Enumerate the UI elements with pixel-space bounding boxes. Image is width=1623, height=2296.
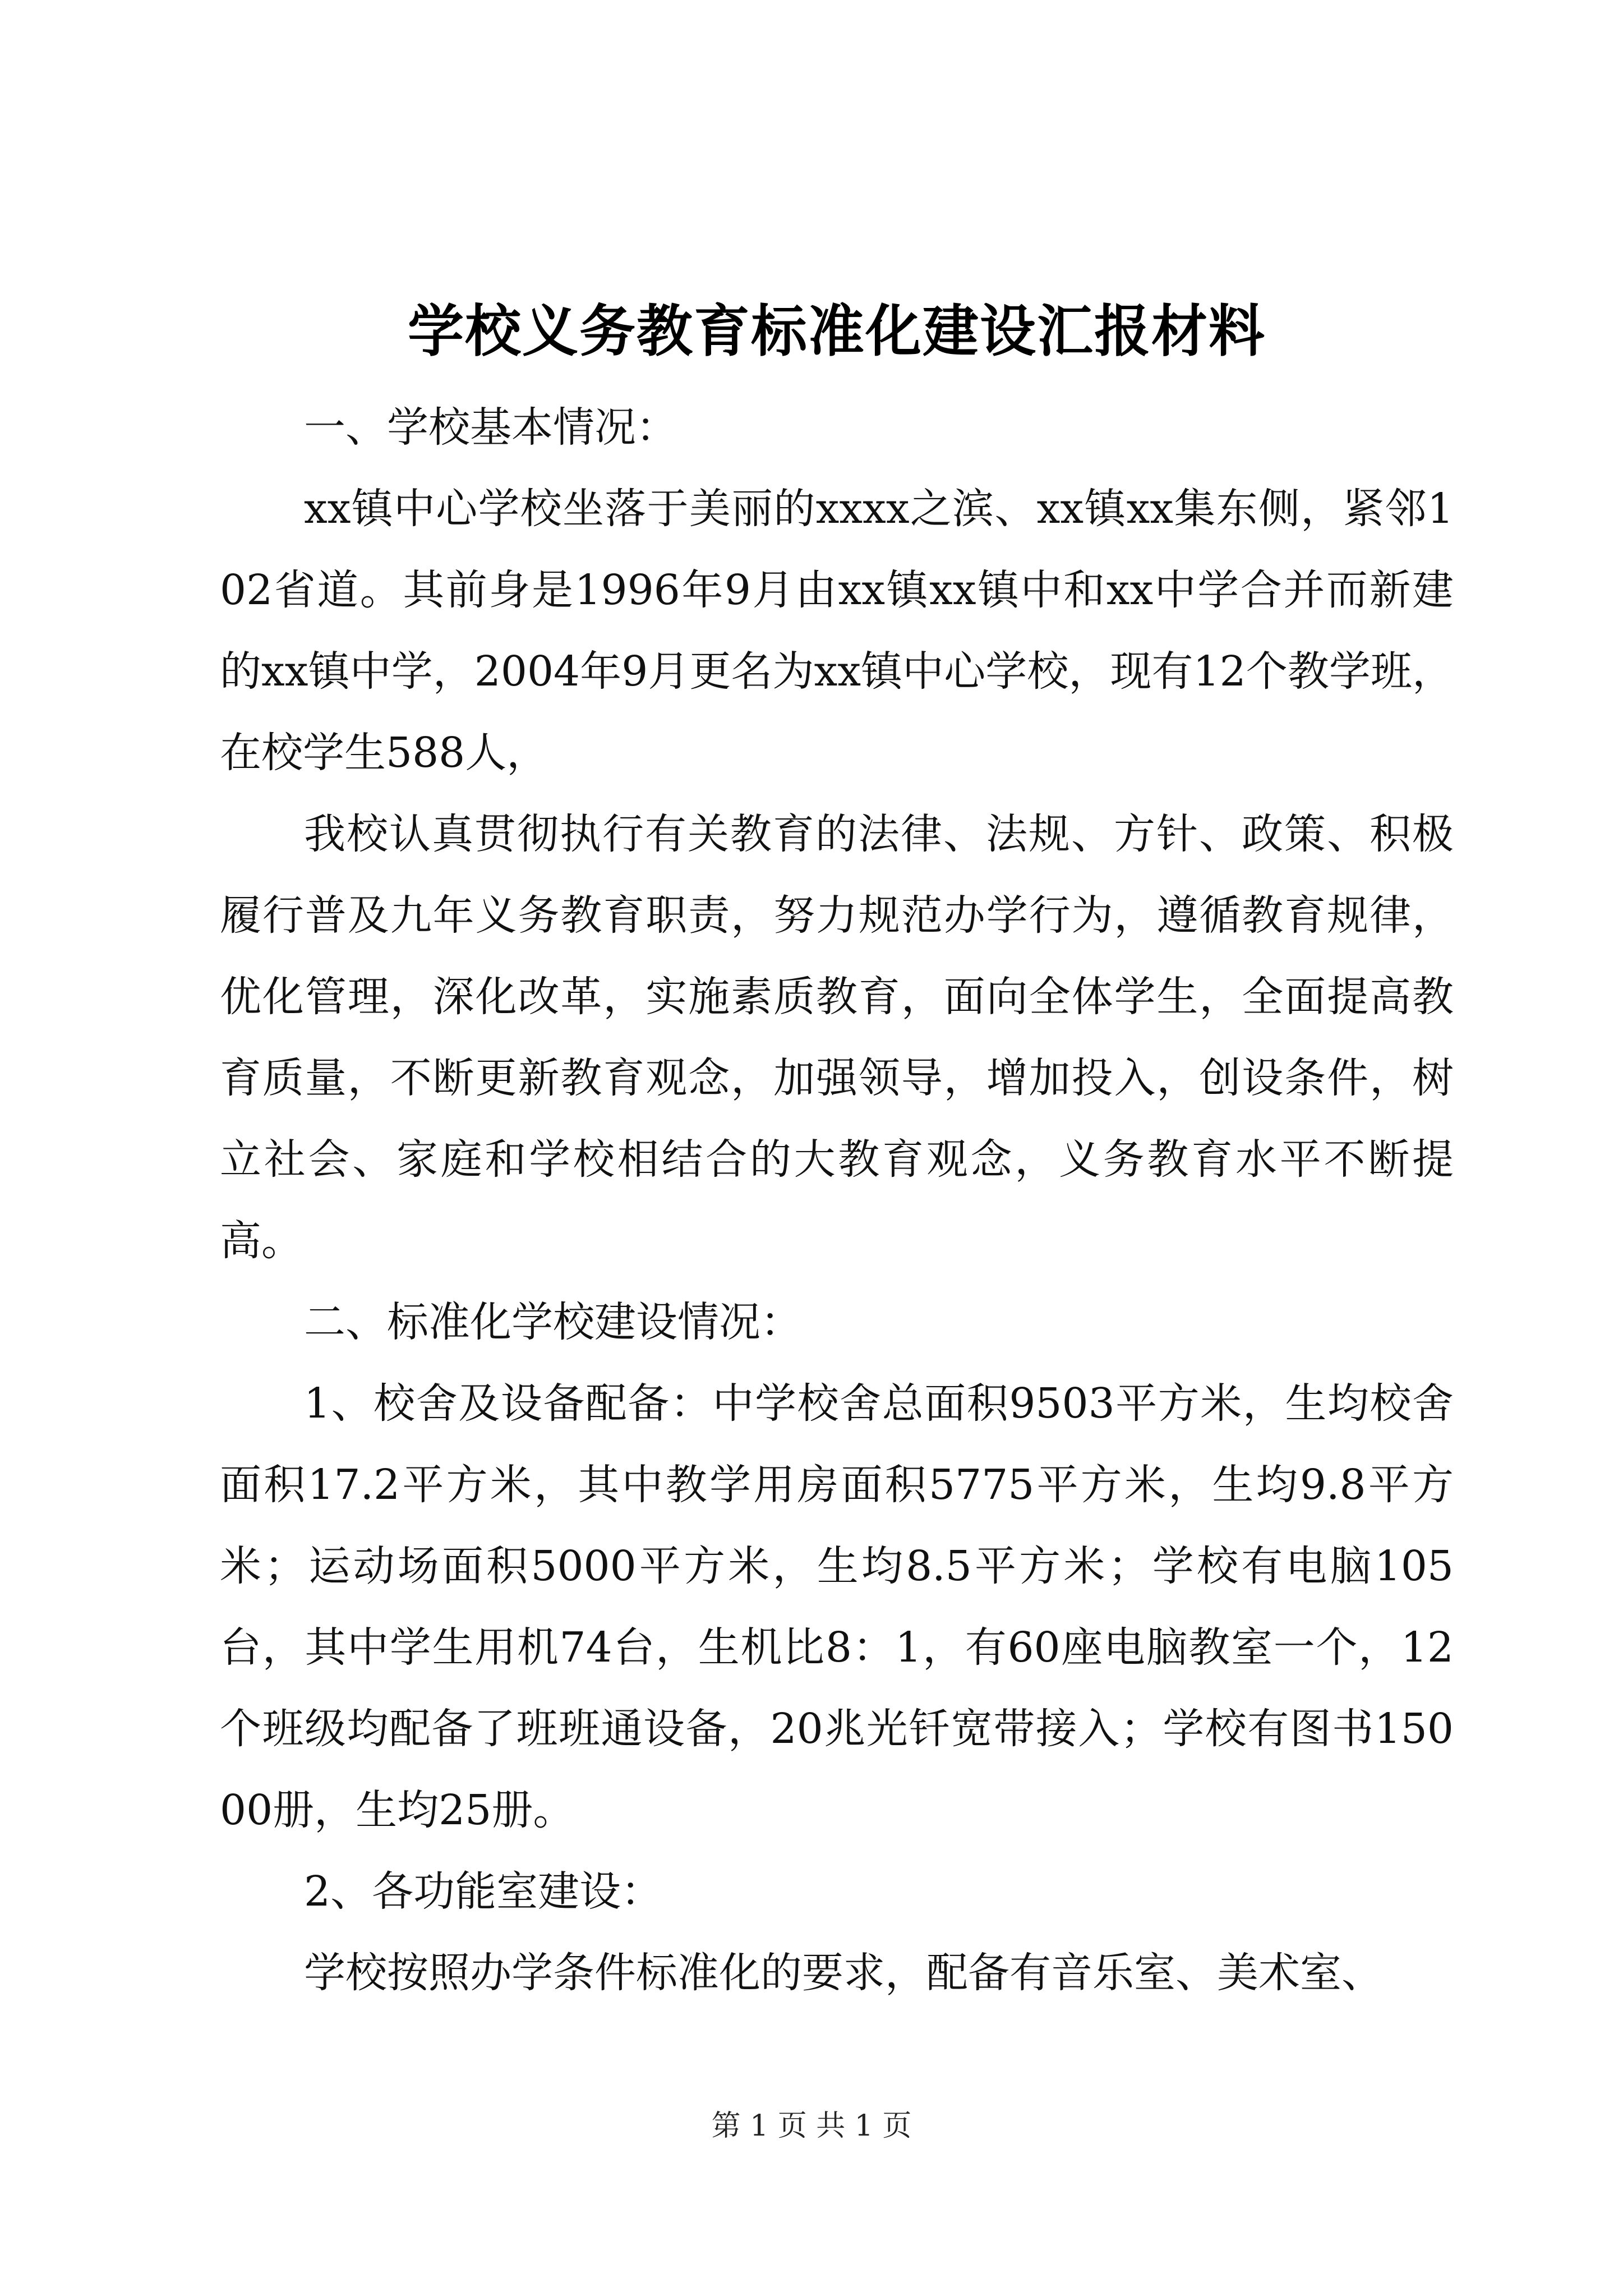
paragraph-facilities: 1、校舍及设备配备：中学校舍总面积9503平方米，生均校舍面积17.2平方米，其中教学用房面积5775平方米，生均9.8平方米；运动场面积5000平方米，生均8.5平方米；学校有电脑105台，其中学生用机74台，生机比8：1，有60座电脑教室一个，12个班级均配备了班班通设备，20兆光钎宽带接入；学校有图书15000册，生均25册。 bbox=[220, 1379, 1454, 1834]
paragraph-school-location: xx镇中心学校坐落于美丽的xxxx之滨、xx镇xx集东侧，紧邻102省道。其前身是1996年9月由xx镇xx镇中和xx中学合并而新建的xx镇中学，2004年9月更名为xx镇中心学校，现有12个教学班，在校学生588人， bbox=[220, 485, 1454, 777]
document-title: 学校义务教育标准化建设汇报材料 bbox=[408, 298, 1266, 364]
document-body bbox=[220, 292, 1454, 2014]
paragraph-function-rooms: 学校按照办学条件标准化的要求，配备有音乐室、美术室、 bbox=[304, 1949, 1383, 1997]
page-footer: 第 1 页 共 1 页 bbox=[711, 2109, 912, 2143]
subheading-function-rooms: 2、各功能室建设： bbox=[304, 1867, 663, 1916]
paragraph-school-policy: 我校认真贯彻执行有关教育的法律、法规、方针、政策、积极履行普及九年义务教育职责，努力规范办学行为，遵循教育规律，优化管理，深化改革，实施素质教育，面向全体学生，全面提高教育质量，不断更新教育观念，加强领导，增加投入，创设条件，树立社会、家庭和学校相结合的大教育观念，义务教育水平不断提高。 bbox=[220, 810, 1454, 1265]
section-heading-standardization: 二、标准化学校建设情况： bbox=[304, 1298, 802, 1346]
section-heading-basic-info: 一、学校基本情况： bbox=[304, 403, 677, 452]
